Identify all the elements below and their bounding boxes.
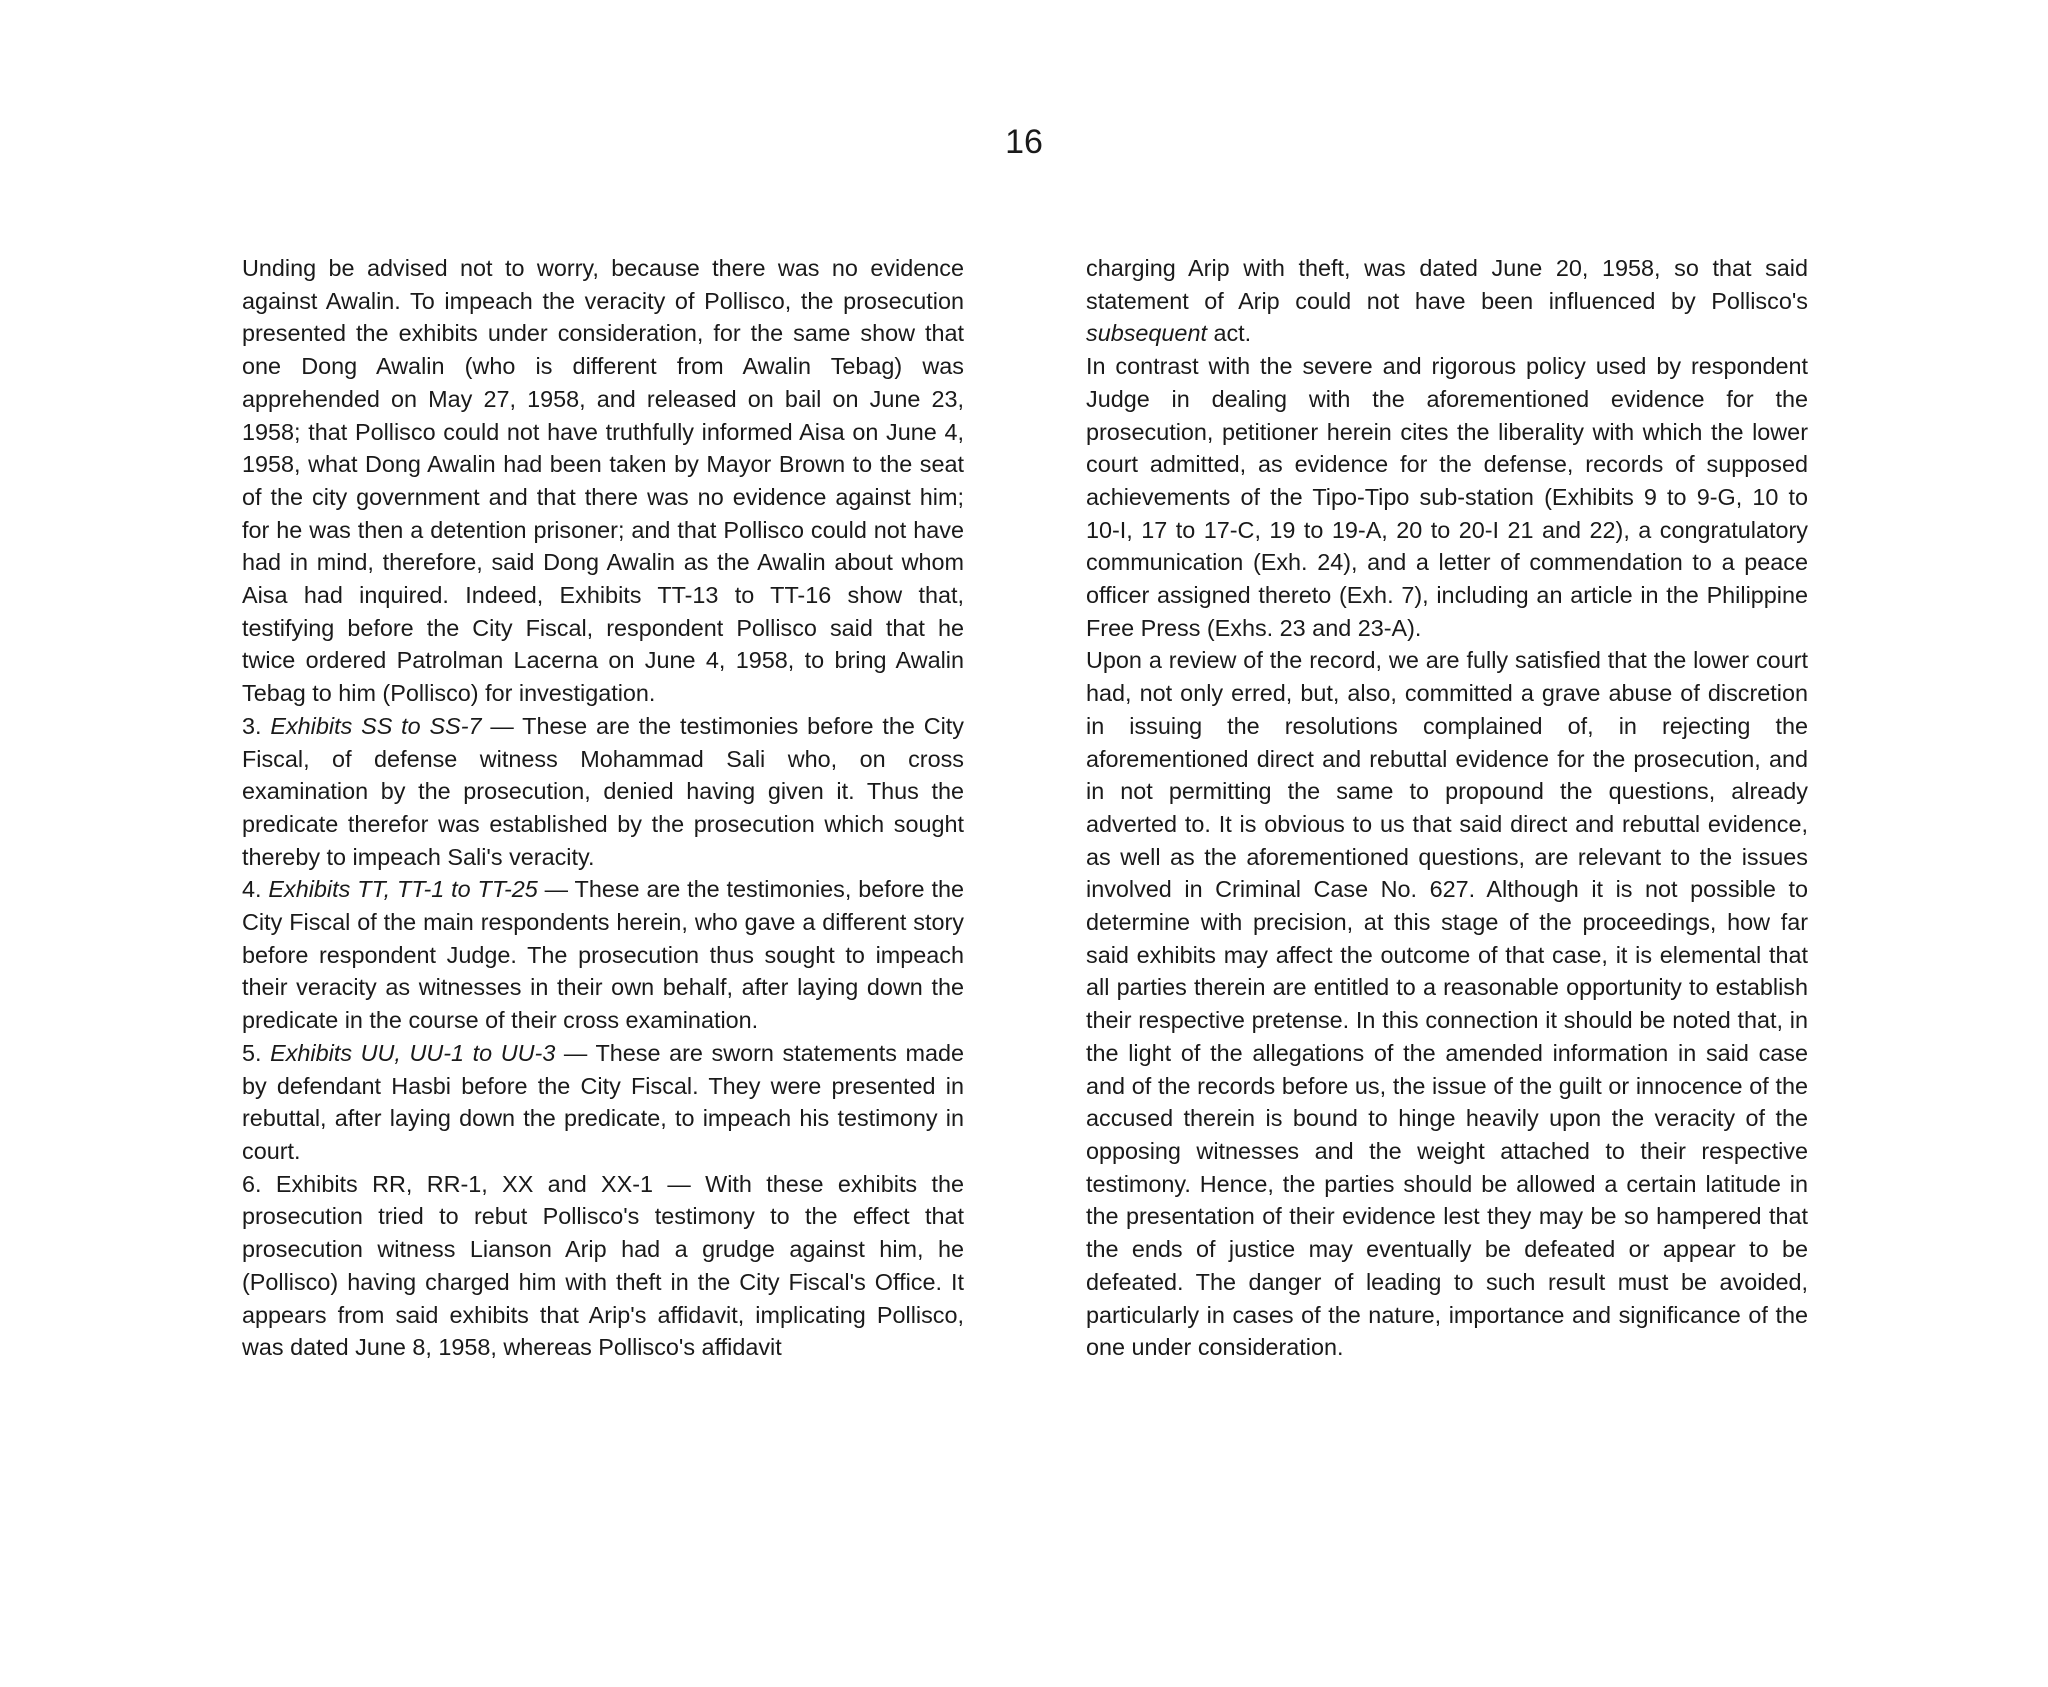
exhibit-title: Exhibits SS to SS-7 — [270, 712, 482, 739]
paragraph-item-6: 6. Exhibits RR, RR-1, XX and XX-1 — With these exhibits the prosecution tried to rebut Pollisco's testimony to the effect that prosecution witness Lianson Arip had a grudge against him, he (Pollisco) having charged him with theft in the City Fiscal's Office. It appears from said exhibits that Arip's affidavit, implicating Pollisco, was dated June 8, 1958, whereas Pollisco's affidavit — [242, 1170, 964, 1361]
emphasized-word: subsequent — [1086, 320, 1207, 347]
paragraph-item-4 — [242, 873, 964, 1037]
text-run: act. — [1206, 320, 1252, 347]
item-text: — These are sworn statements made by defendant Hasbi before the City Fiscal. They were presented in rebuttal, after laying down the predicate, to impeach his testimony in court. — [242, 1039, 964, 1164]
paragraph-court-review: Upon a review of the record, we are fully satisfied that the lower court had, not only erred, but, also, committed a grave abuse of discretion in issuing the resolutions complained of, in rejecting the aforementioned direct and rebuttal evidence for the prosecution, and in not permitting the same to propound the questions, already adverted to. It is obvious to us that said direct and rebuttal evidence, as well as the aforementioned questions, are relevant to the issues involved in Criminal Case No. 627. Although it is not possible to determine with precision, at this stage of the proceedings, how far said exhibits may affect the outcome of that case, it is elemental that all parties therein are entitled to a reasonable opportunity to establish their respective pretense. In this connection it should be noted that, in the light of the allegations of the amended information in said case and of the records before us, the issue of the guilt or innocence of the accused therein is bound to hinge heavily upon the veracity of the opposing witnesses and the weight attached to their respective testimony. Hence, the parties should be allowed a certain latitude in the presentation of their evidence lest they may be so hampered that the ends of justice may eventually be defeated or appear to be defeated. The danger of leading to such result must be avoided, particularly in cases of the nature, importance and significance of the one under consideration. — [1086, 647, 1808, 1361]
item-number: 5. — [242, 1039, 271, 1066]
paragraph-awalin-evidence: Unding be advised not to worry, because there was no evidence against Awalin. To impeach the veracity of Pollisco, the prosecution presented the exhibits under consideration, for the same show that one Dong Awalin (who is different from Awalin Tebag) was apprehended on May 27, 1958, and released on bail on June 23, 1958; that Pollisco could not have truthfully informed Aisa on June 4, 1958, what Dong Awalin had been taken by Mayor Brown to the seat of the city government and that there was no evidence against him; for he was then a detention prisoner; and that Pollisco could not have had in mind, therefore, said Dong Awalin as the Awalin about whom Aisa had inquired. Indeed, Exhibits TT-13 to TT-16 show that, testifying before the City Fiscal, respondent Pollisco said that he twice ordered Patrolman Lacerna on June 4, 1958, to bring Awalin Tebag to him (Pollisco) for investigation. — [242, 255, 964, 707]
exhibit-title: Exhibits TT, TT-1 to TT-25 — [268, 876, 538, 903]
item-number: 3. — [242, 712, 271, 739]
left-text-column — [242, 252, 964, 1364]
item-text: — These are the testimonies, before the City Fiscal of the main respondents herein, who gave a different story before respondent Judge. The prosecution thus sought to impeach their veracity as witnesses in their own behalf, after laying down the predicate in the course of their cross examination. — [242, 876, 964, 1034]
item-number: 4. — [242, 876, 269, 903]
right-text-column — [1086, 252, 1808, 1364]
paragraph-arip-theft — [1086, 252, 1808, 350]
page-number: 16 — [1005, 123, 1043, 161]
paragraph-item-3 — [242, 710, 964, 874]
paragraph-item-5 — [242, 1037, 964, 1168]
paragraph-liberality-contrast: In contrast with the severe and rigorous policy used by respondent Judge in dealing with the aforementioned evidence for the prosecution, petitioner herein cites the liberality with which the lower court admitted, as evidence for the defense, records of supposed achievements of the Tipo-Tipo sub-station (Exhibits 9 to 9-G, 10 to 10-I, 17 to 17-C, 19 to 19-A, 20 to 20-I 21 and 22), a congratulatory communication (Exh. 24), and a letter of commendation to a peace officer assigned thereto (Exh. 7), including an article in the Philippine Free Press (Exhs. 23 and 23-A). — [1086, 353, 1808, 641]
text-run: charging Arip with theft, was dated June 20, 1958, so that said statement of Arip could not have been influenced by Pollisco's — [1086, 255, 1808, 314]
exhibit-title: Exhibits UU, UU-1 to UU-3 — [270, 1039, 556, 1066]
item-text: — These are the testimonies before the City Fiscal, of defense witness Mohammad Sali who, on cross examination by the prosecution, denied having given it. Thus the predicate therefor was established by the prosecution which sought thereby to impeach Sali's veracity. — [242, 712, 964, 870]
